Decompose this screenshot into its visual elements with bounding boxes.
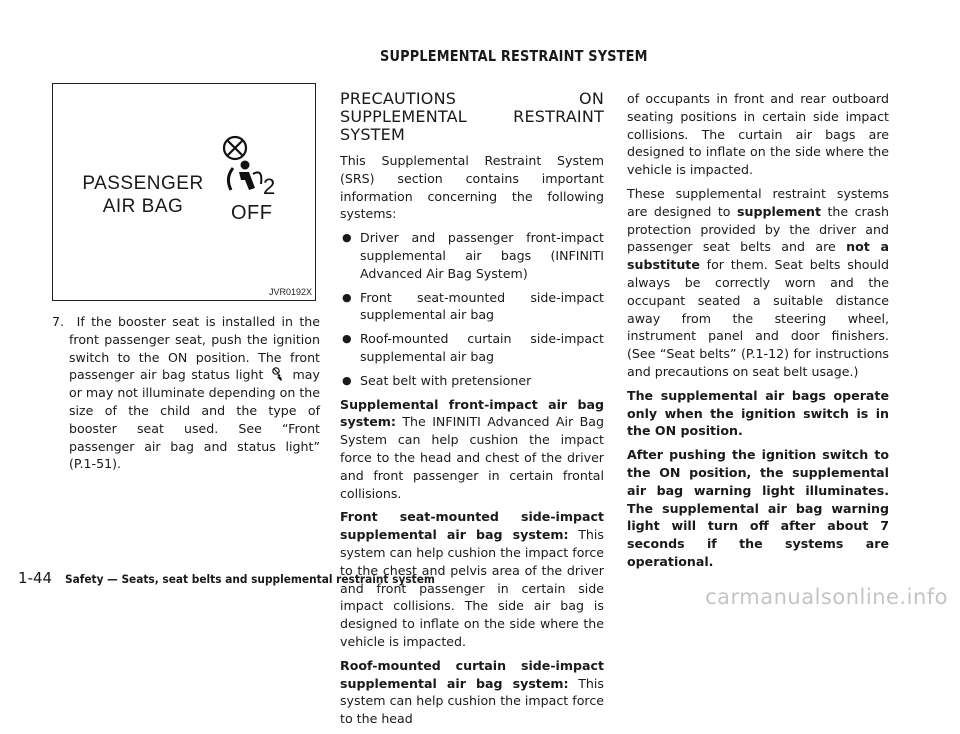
list-item-7 <box>52 313 320 473</box>
list-item: ● Roof-mounted curtain side-impact supplemental air bag <box>342 331 604 364</box>
airbag-status-figure <box>52 83 316 301</box>
figure-label-line2: AIR BAG <box>102 196 184 217</box>
intro-paragraph: This Supplemental Restraint System (SRS) section contains important information concerning the following systems: <box>340 153 604 222</box>
paragraph-label: Front seat-mounted side-impact supplemental air bag system: <box>340 509 604 543</box>
list-item: ● Front seat-mounted side-impact supplemental air bag <box>342 289 604 323</box>
item-text-a: If the booster seat is installed in the front passenger seat, push the ignition switch to the ON position. The front passenger air bag status light <box>69 314 320 383</box>
list-item: ● Seat belt with pretensioner <box>342 372 532 388</box>
column-left <box>52 313 320 479</box>
figure-label-line1: PASSENGER <box>82 173 204 194</box>
paragraph-label: Supplemental front-impact air bag system: <box>340 396 604 430</box>
supplement-paragraph: These supplemental restraint systems are designed to supplement the crash protection provided by the driver and passenger seat belts and are not a substitute for them. Seat belts should always be correctly worn and the occupant seated a suitable distance away from the steering wheel, instrument panel and door finishers. (See “Seat belts” (P.1-12) for instructions and precautions on seat belt usage.) <box>627 185 889 379</box>
bullet-icon: ● <box>342 373 352 387</box>
systems-list <box>340 229 604 389</box>
curtain-paragraph: Roof-mounted curtain side-impact supplemental air bag system: This system can help cushion the impact force to the head <box>340 657 604 727</box>
watermark: carmanualsonline.info <box>705 585 948 609</box>
item-number: 7. <box>52 314 65 329</box>
ignition-paragraph: The supplemental air bags operate only when the ignition switch is in the ON position. <box>627 387 889 439</box>
figure-off-label: OFF <box>231 202 273 224</box>
airbag-status-light-icon <box>271 367 285 381</box>
item-text-b: may or may not illuminate depending on the size of the child and the type of booster seat used. See “Front passenger air bag and status light” (P.1-51). <box>69 367 320 472</box>
warning-light-paragraph: After pushing the ignition switch to the ON position, the supplemental air bag warning light illuminates. The supplemental air bag warning light will turn off after about 7 seconds if the systems are operational. <box>627 447 889 569</box>
front-impact-paragraph: Supplemental front-impact air bag system: The INFINITI Advanced Air Bag System can help cushion the impact force to the head and chest of the driver and front passenger in certain frontal collisions. <box>340 396 604 501</box>
figure-label <box>73 172 213 218</box>
page-number: 1-44 <box>18 569 53 587</box>
passenger-airbag-icon <box>219 134 285 204</box>
list-item: ● Driver and passenger front-impact supplemental air bags (INFINITI Advanced Air Bag System) <box>342 230 604 281</box>
column-middle <box>340 90 604 734</box>
column-right <box>627 90 889 577</box>
svg-text:2: 2 <box>263 174 276 199</box>
precautions-heading: PRECAUTIONS ON SUPPLEMENTAL RESTRAINT SYSTEM <box>340 89 604 144</box>
bullet-icon: ● <box>342 332 352 346</box>
paragraph-label: Roof-mounted curtain side-impact supplemental air bag system: <box>340 657 604 691</box>
bullet-icon: ● <box>342 290 352 304</box>
footer-title: Safety — Seats, seat belts and supplemental restraint system <box>65 572 436 586</box>
curtain-continued-paragraph: of occupants in front and rear outboard seating positions in certain side impact collisions. The curtain air bags are designed to inflate on the side where the vehicle is impacted. <box>627 91 889 178</box>
bullet-icon: ● <box>342 231 352 245</box>
section-title: SUPPLEMENTAL RESTRAINT SYSTEM <box>380 47 648 65</box>
page-footer <box>18 568 467 587</box>
side-impact-paragraph: Front seat-mounted side-impact supplemental air bag system: This system can help cushion the impact force to the chest and pelvis area of the driver and front passenger in certain side impact collisions. The side air bag is designed to inflate on the side where the vehicle is impacted. <box>340 509 604 649</box>
figure-code: JVR0192X <box>268 287 312 297</box>
